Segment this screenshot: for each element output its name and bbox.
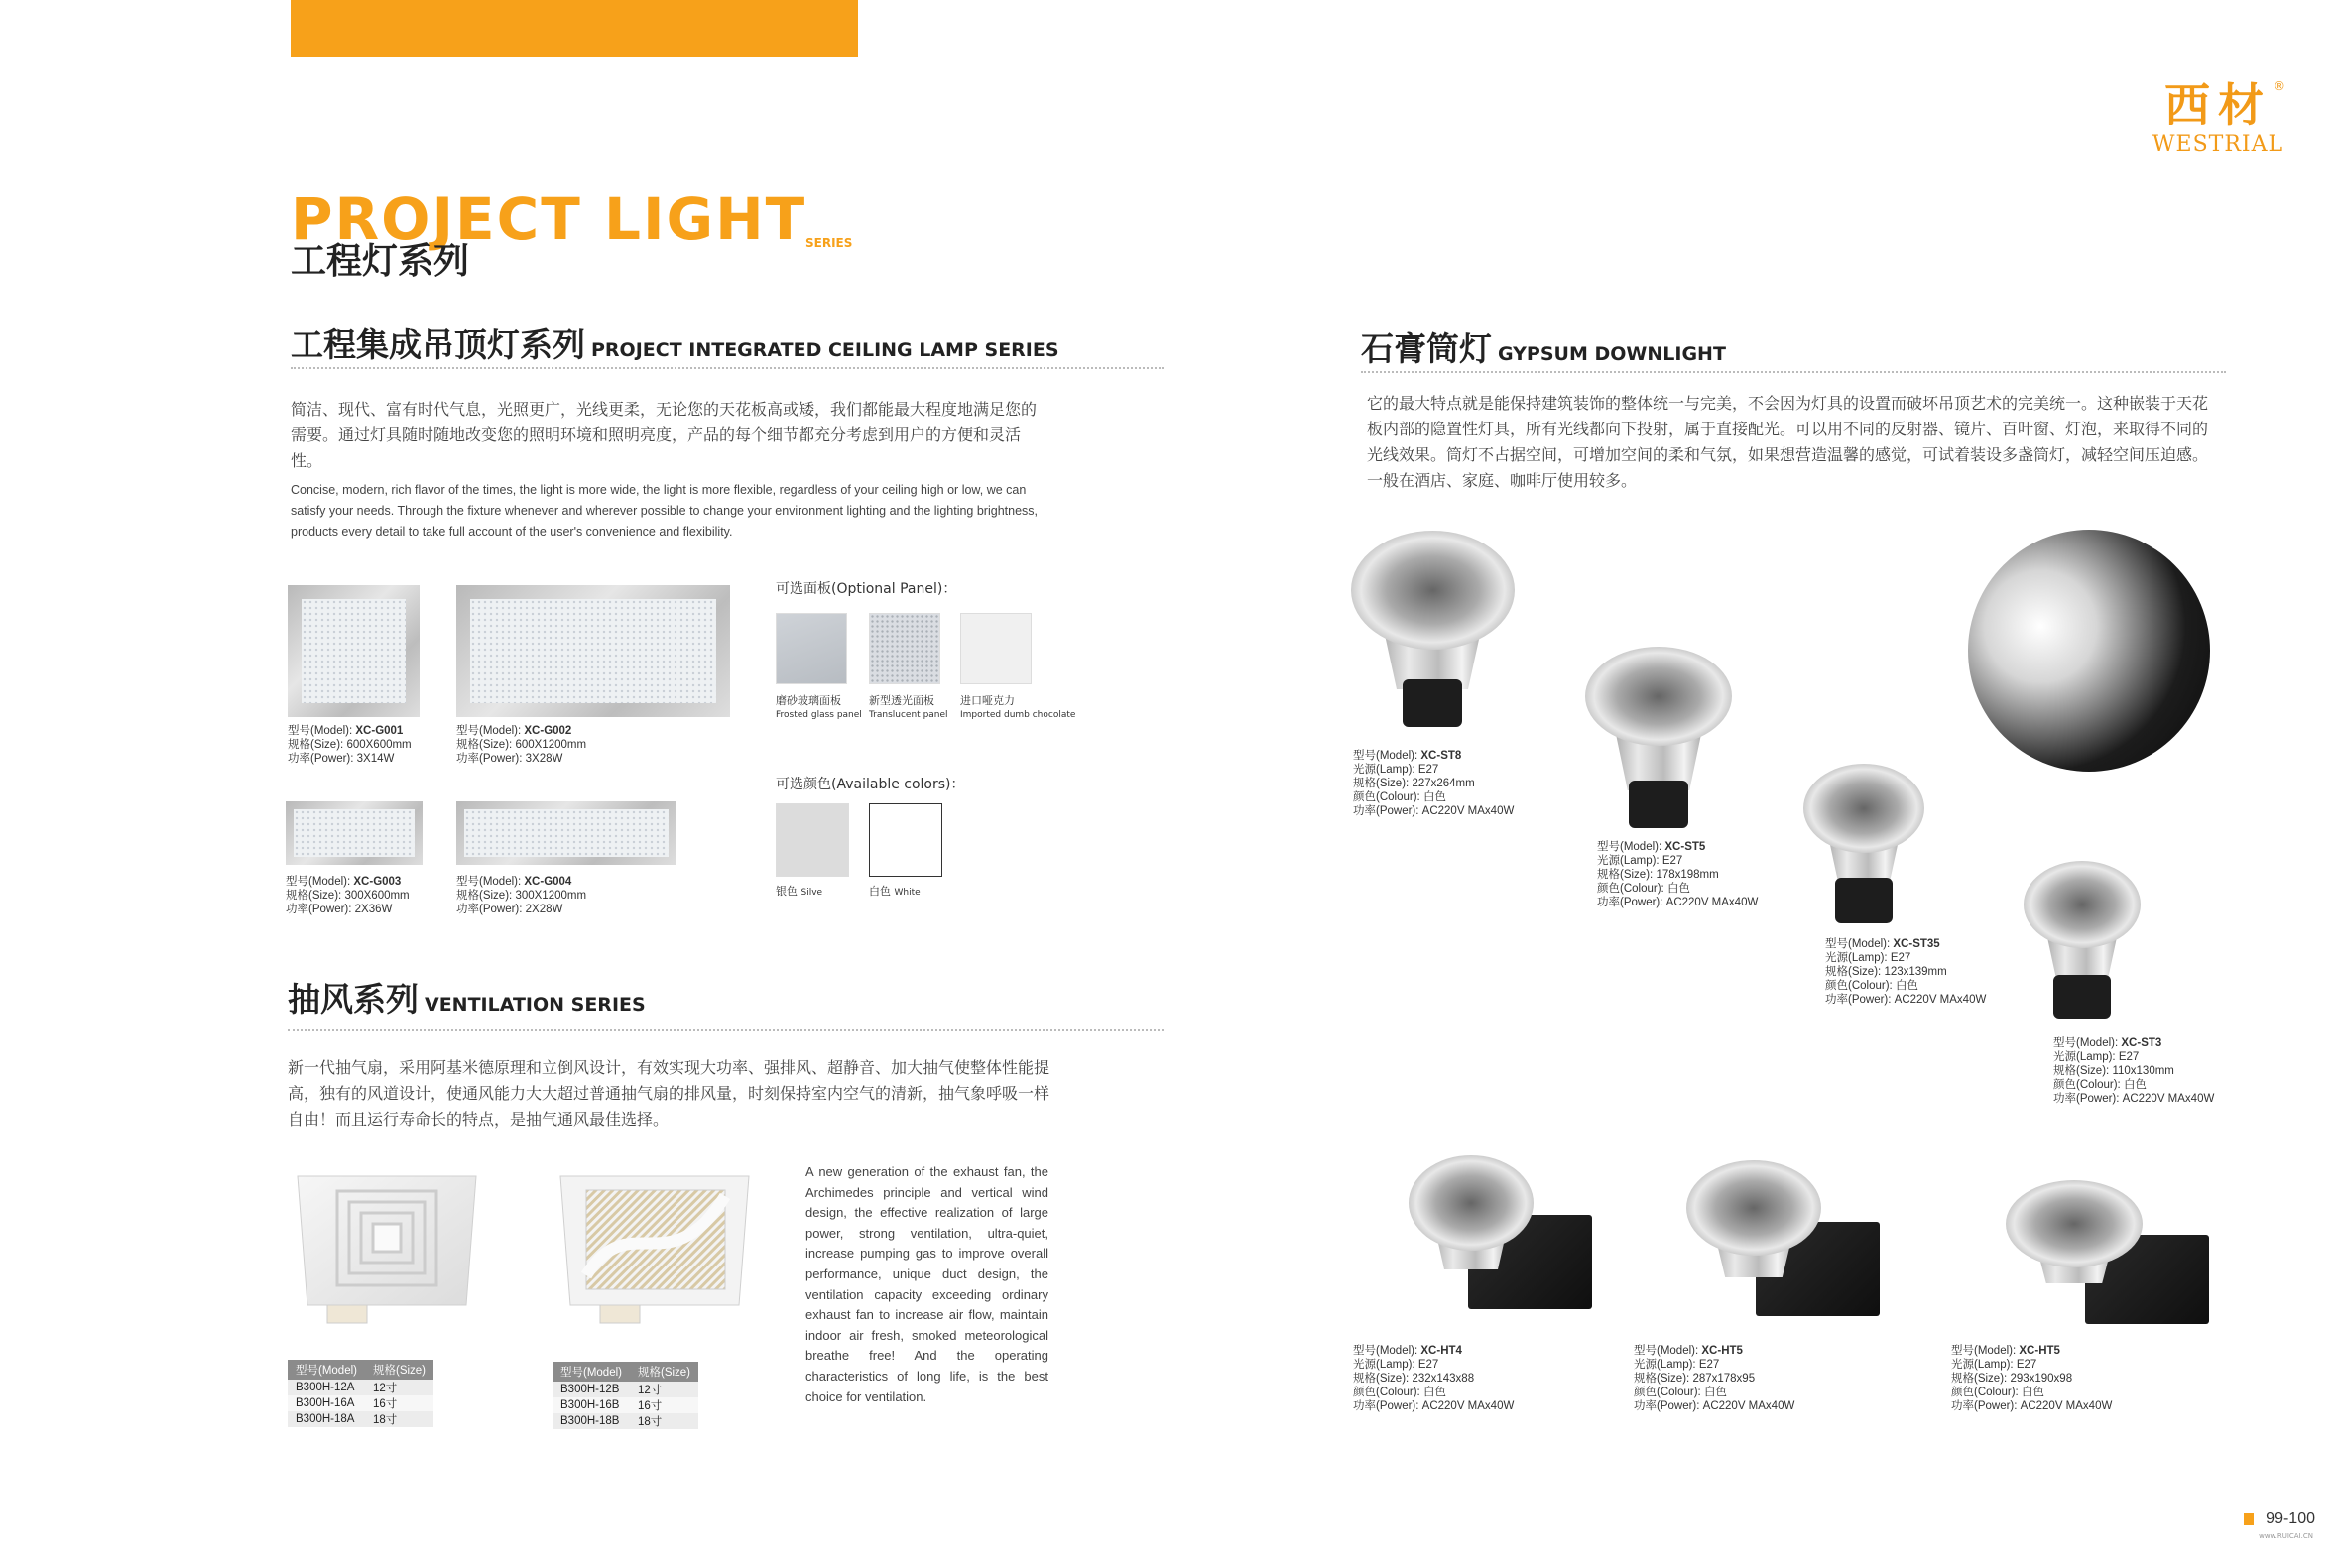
- table-row: B300H-18A 18寸: [288, 1411, 433, 1427]
- panel-image-g002: [456, 585, 730, 717]
- page-title-zh: 工程灯系列: [291, 241, 470, 282]
- ventilation-description-zh: 新一代抽气扇，采用阿基米德原理和立倒风设计，有效实现大功率、强排风、超静音、加大抽气使整体性能提高，独有的风道设计，使通风能力大大超过普通抽气扇的排风量，时刻保持室内空气的清新，抽气象呼吸一样自由！而且运行寿命长的特点，是抽气通风最佳选择。: [288, 1058, 1050, 1129]
- ceiling-description-zh: 简洁、现代、富有时代气息，光照更广，光线更柔，无论您的天花板高或矮，我们都能最大程度地满足您的需要。通过灯具随时随地改变您的照明环境和照明亮度，产品的每个细节都充分考虑到用户的方便和灵活性。: [291, 400, 1038, 470]
- white-color-label: 白色 White: [869, 885, 921, 898]
- header-accent-bar: [291, 0, 858, 57]
- spec-ht4: 型号(Model): XC-HT4 光源(Lamp): E27 规格(Size): 232x143x88 颜色(Colour): 白色 功率(Power): AC220V MAx40W: [1353, 1345, 1515, 1412]
- gypsum-section-heading: [1361, 323, 1726, 370]
- fan-table-b: 型号(Model) 规格(Size) B300H-12B 12寸 B300H-16B 16寸 B300H-18B 18寸: [553, 1362, 698, 1429]
- ventilation-divider: [288, 1029, 1164, 1031]
- page-title-en: PROJECT LIGHT: [291, 185, 807, 253]
- translucent-label: 新型透光面板 Translucent panel: [869, 694, 948, 720]
- logo-zh: 西材: [2164, 78, 2272, 132]
- gypsum-description: 它的最大特点就是能保持建筑装饰的整体统一与完美，不会因为灯具的设置而破坏吊顶艺术的完美统一。这种嵌装于天花板内部的隐置性灯具，所有光线都向下投射，属于直接配光。可以用不同的反射器、镜片、百叶窗、灯泡，来取得不同的光线效果。筒灯不占据空间，可增加空间的柔和气氛，如果想营造温馨的感觉，可试着装设多盏筒灯，减轻空间压迫感。一般在酒店、家庭、咖啡厅使用较多。: [1367, 394, 2209, 490]
- silver-color-label: 银色 Silve: [776, 885, 823, 898]
- lamp-image-ht4: [1409, 1155, 1597, 1314]
- panel-image-g001: [288, 585, 420, 717]
- translucent-swatch: [869, 613, 940, 684]
- spec-g003: 型号(Model): XC-G003 规格(Size): 300X600mm 功率(Power): 2X36W: [286, 876, 410, 915]
- spec-st8: 型号(Model): XC-ST8 光源(Lamp): E27 规格(Size): 227x264mm 颜色(Colour): 白色 功率(Power): AC220V MAx40W: [1353, 750, 1515, 817]
- page-website: www.RUICAI.CN: [2259, 1532, 2313, 1540]
- ceiling-description-en: Concise, modern, rich flavor of the times, the light is more wide, the light is more flexible, regardless of your ceiling high or low, we can satisfy your needs. Through the fixture whenever and wherever possible to change your environment lighting and the lighting brightness, products every detail to take full account of the user's convenience and flexibility.: [291, 483, 1038, 539]
- imported-chocolate-swatch: [960, 613, 1032, 684]
- lamp-image-st3: [2024, 861, 2141, 1020]
- gypsum-divider: [1361, 371, 2226, 373]
- spec-g001: 型号(Model): XC-G001 规格(Size): 600X600mm 功率(Power): 3X14W: [288, 725, 412, 765]
- lamp-image-st35: [1803, 764, 1924, 927]
- logo-registered-mark: ®: [2274, 79, 2285, 93]
- gypsum-heading-en: GYPSUM DOWNLIGHT: [1498, 343, 1726, 365]
- fan-table-a: 型号(Model) 规格(Size) B300H-12A 12寸 B300H-16A 16寸 B300H-18A 18寸: [288, 1360, 433, 1427]
- fan-image-b: [551, 1166, 759, 1315]
- ceiling-section-heading: [291, 319, 1059, 366]
- lamp-image-ht5-a: [1686, 1160, 1885, 1319]
- logo-en: WESTRIAL: [2152, 132, 2284, 157]
- imported-chocolate-label: 进口哑克力 Imported dumb chocolate: [960, 694, 1076, 720]
- available-colors-title: 可选颜色(Available colors)：: [776, 777, 965, 792]
- spec-ht5-b: 型号(Model): XC-HT5 光源(Lamp): E27 规格(Size): 293x190x98 颜色(Colour): 白色 功率(Power): AC220V MAx40W: [1951, 1345, 2113, 1412]
- spec-g002: 型号(Model): XC-G002 规格(Size): 600X1200mm 功率(Power): 3X28W: [456, 725, 587, 765]
- spec-st3: 型号(Model): XC-ST3 光源(Lamp): E27 规格(Size): 110x130mm 颜色(Colour): 白色 功率(Power): AC220V MAx40W: [2053, 1037, 2215, 1105]
- lamp-closeup-image: [1968, 530, 2210, 772]
- ceiling-heading-zh: 工程集成吊顶灯系列: [291, 325, 585, 364]
- lamp-image-st5: [1585, 647, 1732, 835]
- ventilation-heading-zh: 抽风系列: [288, 980, 419, 1019]
- lamp-image-st8: [1351, 531, 1515, 739]
- page-title-series: SERIES: [805, 236, 853, 250]
- lamp-image-ht5-b: [2006, 1180, 2214, 1329]
- ventilation-section-heading: [288, 974, 646, 1021]
- frosted-glass-swatch: [776, 613, 847, 684]
- table-row: B300H-12A 12寸: [288, 1380, 433, 1395]
- table-row: B300H-16A 16寸: [288, 1395, 433, 1411]
- page-number-tag: [2244, 1513, 2254, 1525]
- page-number: 99-100: [2266, 1510, 2315, 1527]
- spec-ht5-a: 型号(Model): XC-HT5 光源(Lamp): E27 规格(Size): 287x178x95 颜色(Colour): 白色 功率(Power): AC220V MAx40W: [1634, 1345, 1795, 1412]
- white-color-swatch: [869, 803, 942, 877]
- spec-st5: 型号(Model): XC-ST5 光源(Lamp): E27 规格(Size): 178x198mm 颜色(Colour): 白色 功率(Power): AC220V MAx40W: [1597, 841, 1759, 908]
- fan-image-a: [288, 1166, 486, 1315]
- table-row: B300H-18B 18寸: [553, 1413, 698, 1429]
- spec-g004: 型号(Model): XC-G004 规格(Size): 300X1200mm 功率(Power): 2X28W: [456, 876, 587, 915]
- gypsum-heading-zh: 石膏筒灯: [1361, 329, 1492, 368]
- ceiling-divider: [291, 367, 1164, 369]
- table-row: B300H-12B 12寸: [553, 1382, 698, 1397]
- ventilation-heading-en: VENTILATION SERIES: [425, 994, 646, 1016]
- panel-image-g003: [286, 801, 423, 865]
- silver-color-swatch: [776, 803, 849, 877]
- table-row: B300H-16B 16寸: [553, 1397, 698, 1413]
- optional-panel-title: 可选面板(Optional Panel)：: [776, 581, 957, 597]
- spec-st35: 型号(Model): XC-ST35 光源(Lamp): E27 规格(Size): 123x139mm 颜色(Colour): 白色 功率(Power): AC220V MAx40W: [1825, 938, 1987, 1006]
- brand-logo: [2149, 77, 2287, 157]
- ventilation-description-en: A new generation of the exhaust fan, the Archimedes principle and vertical wind design, the effective realization of large power, strong ventilation, ultra-quiet, increase pumping gas to improve overall performance, unique duct design, the ventilation capacity exceeding ordinary exhaust fan to increase air flow, maintain indoor air fresh, smoked meteorological breathe free! And the operating characteristics of long life, is the best choice for ventilation.: [805, 1164, 1048, 1404]
- ceiling-heading-en: PROJECT INTEGRATED CEILING LAMP SERIES: [591, 339, 1059, 361]
- panel-image-g004: [456, 801, 676, 865]
- frosted-glass-label: 磨砂玻璃面板 Frosted glass panel: [776, 694, 862, 720]
